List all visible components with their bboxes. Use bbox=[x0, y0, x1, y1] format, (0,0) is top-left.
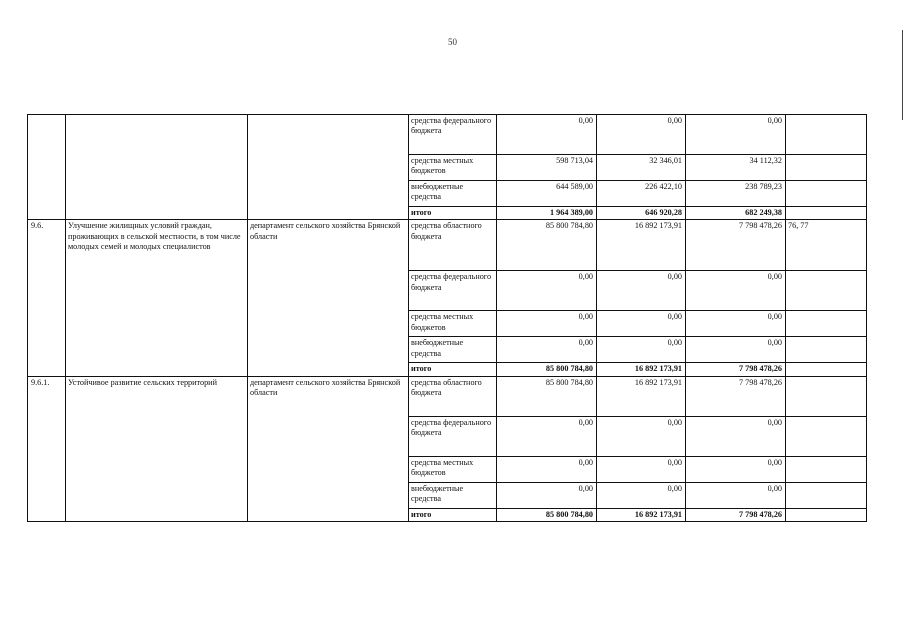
cell-executor: департамент сельского хозяйства Брянской области bbox=[248, 376, 409, 521]
cell-value-1: 598 713,04 bbox=[497, 155, 597, 181]
cell-note bbox=[786, 337, 867, 363]
cell-value-1: 644 589,00 bbox=[497, 181, 597, 207]
cell-value-3: 0,00 bbox=[686, 271, 786, 311]
cell-value-2: 16 892 173,91 bbox=[597, 363, 686, 376]
cell-source: средства областного бюджета bbox=[409, 376, 497, 416]
cell-source: средства федерального бюджета bbox=[409, 115, 497, 155]
cell-value-1: 0,00 bbox=[497, 482, 597, 508]
cell-value-2: 0,00 bbox=[597, 456, 686, 482]
cell-value-3: 0,00 bbox=[686, 311, 786, 337]
cell-source: средства федерального бюджета bbox=[409, 416, 497, 456]
cell-note bbox=[786, 456, 867, 482]
cell-value-1: 0,00 bbox=[497, 456, 597, 482]
cell-note bbox=[786, 115, 867, 155]
cell-value-2: 226 422,10 bbox=[597, 181, 686, 207]
margin-mark bbox=[902, 30, 903, 120]
cell-value-2: 0,00 bbox=[597, 311, 686, 337]
cell-note bbox=[786, 271, 867, 311]
cell-source: итого bbox=[409, 508, 497, 521]
cell-value-1: 1 964 389,00 bbox=[497, 207, 597, 220]
cell-executor bbox=[248, 115, 409, 220]
cell-value-2: 32 346,01 bbox=[597, 155, 686, 181]
cell-source: средства местных бюджетов bbox=[409, 311, 497, 337]
cell-name: Улучшение жилищных условий граждан, проживающих в сельской местности, в том числе молодых семей и молодых специалистов bbox=[66, 220, 248, 376]
cell-name bbox=[66, 115, 248, 220]
cell-source: внебюджетные средства bbox=[409, 482, 497, 508]
cell-value-2: 16 892 173,91 bbox=[597, 508, 686, 521]
cell-value-1: 85 800 784,80 bbox=[497, 220, 597, 271]
cell-note: 76, 77 bbox=[786, 220, 867, 271]
cell-value-3: 238 789,23 bbox=[686, 181, 786, 207]
cell-value-3: 7 798 478,26 bbox=[686, 363, 786, 376]
cell-source: внебюджетные средства bbox=[409, 181, 497, 207]
cell-name: Устойчивое развитие сельских территорий bbox=[66, 376, 248, 521]
cell-source: средства местных бюджетов bbox=[409, 456, 497, 482]
cell-value-3: 0,00 bbox=[686, 337, 786, 363]
cell-note bbox=[786, 181, 867, 207]
cell-value-1: 85 800 784,80 bbox=[497, 363, 597, 376]
cell-value-1: 0,00 bbox=[497, 115, 597, 155]
cell-note bbox=[786, 155, 867, 181]
cell-code: 9.6.1. bbox=[28, 376, 66, 521]
cell-code: 9.6. bbox=[28, 220, 66, 376]
cell-value-1: 0,00 bbox=[497, 271, 597, 311]
cell-value-3: 682 249,38 bbox=[686, 207, 786, 220]
cell-value-3: 7 798 478,26 bbox=[686, 376, 786, 416]
cell-value-2: 16 892 173,91 bbox=[597, 376, 686, 416]
cell-value-3: 34 112,32 bbox=[686, 155, 786, 181]
cell-value-2: 646 920,28 bbox=[597, 207, 686, 220]
cell-value-1: 85 800 784,80 bbox=[497, 376, 597, 416]
cell-value-2: 0,00 bbox=[597, 337, 686, 363]
cell-note bbox=[786, 311, 867, 337]
cell-value-3: 0,00 bbox=[686, 456, 786, 482]
cell-value-2: 16 892 173,91 bbox=[597, 220, 686, 271]
cell-source: средства областного бюджета bbox=[409, 220, 497, 271]
cell-value-3: 0,00 bbox=[686, 115, 786, 155]
cell-source: средства федерального бюджета bbox=[409, 271, 497, 311]
cell-executor: департамент сельского хозяйства Брянской области bbox=[248, 220, 409, 376]
cell-note bbox=[786, 416, 867, 456]
cell-value-2: 0,00 bbox=[597, 115, 686, 155]
cell-note bbox=[786, 207, 867, 220]
cell-value-3: 0,00 bbox=[686, 482, 786, 508]
cell-source: итого bbox=[409, 363, 497, 376]
cell-source: средства местных бюджетов bbox=[409, 155, 497, 181]
cell-value-3: 7 798 478,26 bbox=[686, 508, 786, 521]
cell-value-2: 0,00 bbox=[597, 416, 686, 456]
cell-value-1: 0,00 bbox=[497, 337, 597, 363]
cell-value-2: 0,00 bbox=[597, 271, 686, 311]
page-number: 50 bbox=[448, 37, 457, 47]
cell-note bbox=[786, 508, 867, 521]
cell-note bbox=[786, 482, 867, 508]
cell-code bbox=[28, 115, 66, 220]
cell-value-1: 85 800 784,80 bbox=[497, 508, 597, 521]
cell-value-1: 0,00 bbox=[497, 416, 597, 456]
table-row bbox=[28, 376, 867, 416]
cell-value-3: 7 798 478,26 bbox=[686, 220, 786, 271]
table-row bbox=[28, 115, 867, 155]
cell-source: внебюджетные средства bbox=[409, 337, 497, 363]
cell-value-1: 0,00 bbox=[497, 311, 597, 337]
cell-note bbox=[786, 376, 867, 416]
cell-source: итого bbox=[409, 207, 497, 220]
cell-note bbox=[786, 363, 867, 376]
budget-table bbox=[27, 114, 867, 522]
cell-value-2: 0,00 bbox=[597, 482, 686, 508]
table-row bbox=[28, 220, 867, 271]
cell-value-3: 0,00 bbox=[686, 416, 786, 456]
